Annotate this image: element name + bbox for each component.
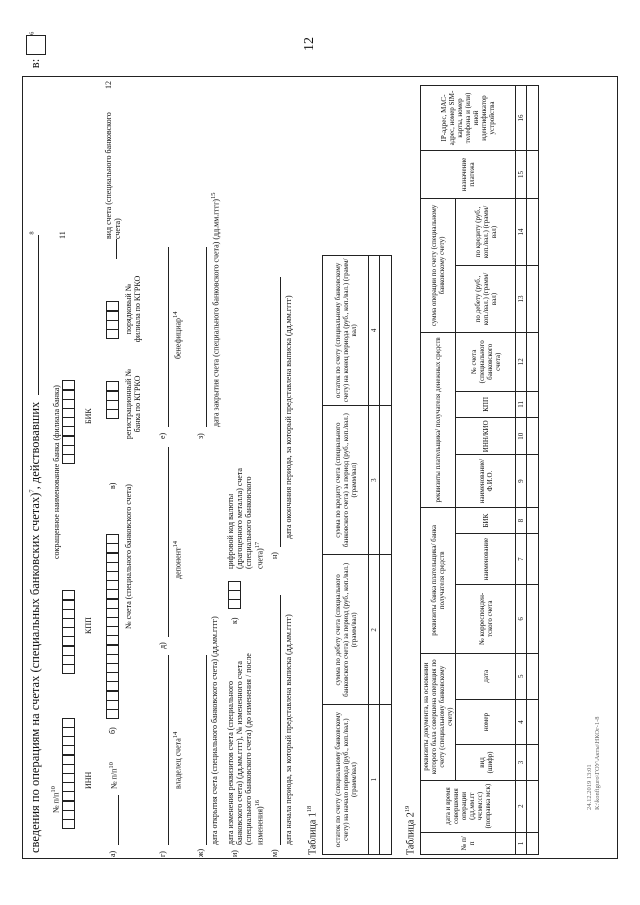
bik-label: БИК <box>84 408 93 424</box>
t2-cell <box>527 151 539 199</box>
t2-num-13: 13 <box>516 265 527 332</box>
t2-num-3: 3 <box>516 745 527 780</box>
field-v: в) <box>108 482 117 489</box>
t2-cell <box>527 198 539 265</box>
title-sup: 7 <box>28 489 36 493</box>
t2-h-doc-type: вид (шифр) <box>456 745 516 780</box>
footer-line-2: К:\konfiguro\ГОУ\Акты\НКОг-1-8 <box>594 716 601 810</box>
line-type <box>116 239 117 259</box>
t2-h-doc-num: номер <box>456 699 516 745</box>
footer-stamp <box>586 716 602 810</box>
sup-8: 8 <box>28 231 36 235</box>
t2-cell <box>527 391 539 418</box>
line-close-date <box>206 247 207 427</box>
inn-cells <box>62 719 75 829</box>
table2 <box>420 85 539 855</box>
field-m: м) <box>270 849 279 857</box>
table1 <box>322 255 392 855</box>
table2-caption: Таблица $2^{19}$ <box>404 805 417 855</box>
t2-num-7: 7 <box>516 534 527 584</box>
t2-num-5: 5 <box>516 653 527 699</box>
t1-header-4: остаток по счету (специальному банковскому счету) на конец периода (руб., коп./вал.) (грамм/вал) <box>323 256 369 406</box>
t2-num-14: 14 <box>516 198 527 265</box>
t2-cell <box>527 534 539 584</box>
kpp-cells <box>62 591 75 674</box>
page-number: 12 <box>302 37 317 51</box>
t2-h-num: № п/п <box>421 832 516 854</box>
t2-cell <box>527 265 539 332</box>
depositor-label: депонент$^{14}$ <box>172 540 183 579</box>
account-num-label: № счета (специального банковского счета) <box>124 484 133 629</box>
line-period-end <box>280 277 281 547</box>
form-title <box>26 31 46 853</box>
line-period-start <box>280 595 281 845</box>
t2-cell <box>527 507 539 534</box>
t2-num-4: 4 <box>516 699 527 745</box>
line-a <box>118 795 119 845</box>
currency-cells <box>228 581 241 609</box>
t1-num-4: 4 <box>369 256 380 406</box>
t2-h-debit: по дебету (руб., коп./вал.) (грамм/вал) <box>456 265 516 332</box>
serial-num-cells <box>106 302 119 339</box>
field-zh: ж) <box>196 848 205 857</box>
reg-num-label: регистрационный № банка по КГРКО <box>124 368 142 440</box>
t2-cell <box>527 418 539 455</box>
t2-cell <box>527 86 539 151</box>
title-tail: , действовавших <box>27 401 42 490</box>
account-section <box>48 76 348 859</box>
t2-h-inn: ИНН/КИО <box>456 418 516 455</box>
currency-label: цифровой код валюты (драгоценного металла) счета (специального банковского счета)$^{17}$ <box>226 468 265 569</box>
field-g: г) <box>158 851 167 857</box>
form-code-box <box>26 35 46 55</box>
footer-line-1: 24.12.2019 13:01 <box>586 764 593 810</box>
t1-header-1: остаток по счету (специальному банковскому счету) на начало периода (руб., коп./вал.) (грамм/вал) <box>323 705 369 855</box>
field-i: и) <box>230 850 239 857</box>
t2-cell <box>527 653 539 699</box>
t2-cell <box>527 832 539 854</box>
period-end-label: дата окончания периода, за который представлена выписка (дд.мм.гггг) <box>284 295 293 539</box>
t2-num-15: 15 <box>516 151 527 199</box>
t2-num-8: 8 <box>516 507 527 534</box>
open-date-label: дата открытия счета (специального банковского счета) (дд.мм.гггг) <box>210 616 219 845</box>
t2-num-16: 16 <box>516 86 527 151</box>
inn-label: ИНН <box>84 771 93 789</box>
t2-cell <box>527 584 539 653</box>
table1-caption: Таблица $1^{18}$ <box>306 805 319 855</box>
line-open-date <box>206 655 207 845</box>
t2-num-11: 11 <box>516 391 527 418</box>
line-beneficiary <box>168 247 169 427</box>
in-label: в: <box>27 58 42 69</box>
period-line <box>38 235 39 395</box>
t2-cell <box>527 455 539 507</box>
t2-h-ip: IP-адрес, MAC-адрес, номер SIM-карты, номер телефона и (или) иной идентификатор устройства <box>421 86 516 151</box>
t1-cell <box>380 705 392 855</box>
field-k: к) <box>230 617 239 624</box>
t2-cell <box>527 780 539 832</box>
owner-label: владелец счета$^{14}$ <box>172 731 183 789</box>
t1-num-1: 1 <box>369 705 380 855</box>
sup-11: 11 <box>58 231 67 239</box>
t2-num-10: 10 <box>516 418 527 455</box>
t1-cell <box>380 256 392 406</box>
t2-cell <box>527 333 539 392</box>
num-pp-label-2: № $п/п^{10}$ <box>108 762 119 789</box>
t1-num-3: 3 <box>369 405 380 555</box>
t1-cell <box>380 555 392 705</box>
t2-cell <box>527 699 539 745</box>
t2-h-purpose: назначение платежа <box>421 151 516 199</box>
t2-h-date: дата и время совершения операции (дд.мм.гг чч:мм:сс) (поправка мск) <box>421 780 516 832</box>
field-b: б) <box>108 727 117 734</box>
num-pp-label: № $п/п^{10}$ <box>50 786 61 813</box>
bank-name-label: сокращенное наименование банка (филиала банка) <box>52 385 61 559</box>
rotated-form <box>22 31 618 859</box>
t2-num-12: 12 <box>516 333 527 392</box>
beneficiary-label: бенефициар$^{14}$ <box>172 311 183 359</box>
t1-header-3: сумма по кредиту счета (специального банковского счета) за период (руб., коп./вал.) (грамм/вал) <box>323 405 369 555</box>
bik-cells <box>62 381 75 464</box>
t2-h-kpp: КПП <box>456 391 516 418</box>
account-type-label: вид счета (специального банковского счета) <box>104 112 122 239</box>
close-date-label: дата закрытия счета (специального банковского счета) (дд.мм.гггг)$^{15}$ <box>210 192 221 427</box>
sup-12: 12 <box>104 81 113 89</box>
field-a: а) <box>108 850 117 857</box>
field-d: д) <box>158 642 167 649</box>
line-depositor <box>168 447 169 637</box>
kpp-label: КПП <box>84 617 93 634</box>
change-date-label: дата изменения реквизитов счета (специального банковского счета) (дд.мм.гггг), № измененного счета (специального банковского счета) (до изменения / после изменения)$^{16}$ <box>226 653 265 845</box>
field-z: з) <box>196 433 205 439</box>
t2-h-corr: № корреспонден-тского счета <box>456 584 516 653</box>
field-e: е) <box>158 432 167 439</box>
field-n: н) <box>270 552 279 559</box>
t2-h-payer: реквизиты плательщика/ получателя денежных средств <box>421 333 456 508</box>
t2-h-bik: БИК <box>456 507 516 534</box>
t2-h-bank-name: наименование <box>456 534 516 584</box>
title-text: сведения по операциям на счетах (специальных банковских счетах) <box>27 492 42 853</box>
t2-num-2: 2 <box>516 780 527 832</box>
t2-num-6: 6 <box>516 584 527 653</box>
t1-header-2: сумма по дебету счета (специального банковского счета) за период (руб., коп./вал.) (грамм/вал) <box>323 555 369 705</box>
t2-h-payer-name: наименование/Ф.И.О. <box>456 455 516 507</box>
account-num-cells <box>106 535 119 719</box>
period-start-label: дата начала периода, за который представлена выписка (дд.мм.гггг) <box>284 614 293 845</box>
t2-h-sum: сумма операции по счету (специальному банковскому счету) <box>421 198 456 332</box>
t2-h-bank: реквизиты банка плательщика/ банка получателя средств <box>421 507 456 653</box>
t2-num-9: 9 <box>516 455 527 507</box>
t2-num-1: 1 <box>516 832 527 854</box>
t2-h-credit: по кредиту (руб., коп./вал.) (грамм/вал) <box>456 198 516 265</box>
sup-6: 6 <box>28 31 36 35</box>
line-owner <box>168 655 169 845</box>
t1-cell <box>380 405 392 555</box>
t1-num-2: 2 <box>369 555 380 705</box>
t2-h-acc: № счета (специального банковского счета) <box>456 333 516 392</box>
reg-num-cells <box>106 382 119 419</box>
t2-cell <box>527 745 539 780</box>
serial-num-label: порядковый № филиала по КГРКО <box>124 275 142 343</box>
t2-h-doc-date: дата <box>456 653 516 699</box>
t2-h-doc: реквизиты документа, на основании которого была совершена операция по счету (специальному банковскому счету) <box>421 653 456 780</box>
